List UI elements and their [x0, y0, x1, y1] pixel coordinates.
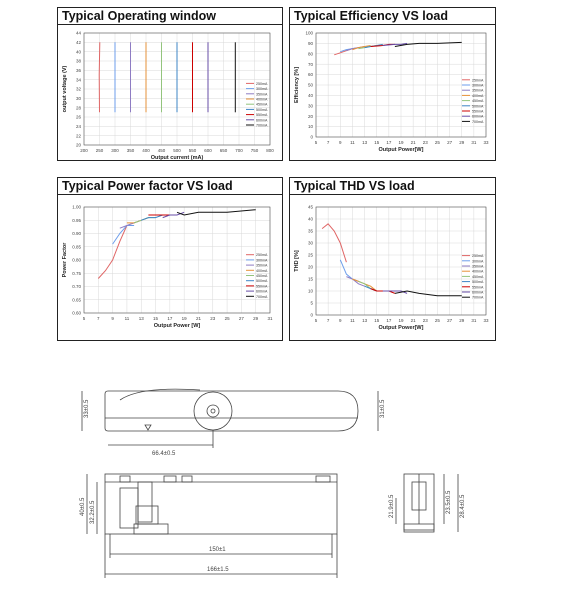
x-tick-label: 300	[111, 148, 119, 153]
x-tick-label: 350	[126, 148, 135, 153]
y-tick-label: 0	[310, 312, 313, 318]
y-tick-label: 0.85	[72, 244, 81, 250]
x-tick-label: 27	[447, 318, 453, 323]
legend-label: 300mA	[256, 87, 268, 92]
x-tick-label: 7	[97, 316, 100, 321]
legend-label: 250mA	[256, 81, 268, 86]
connector	[120, 476, 130, 482]
y-tick-label: 10	[307, 288, 313, 294]
x-tick-label: 750	[250, 148, 259, 153]
y-tick-label: 38	[75, 58, 81, 64]
connector	[164, 476, 176, 482]
x-tick-label: 15	[374, 140, 380, 145]
x-tick-label: 13	[362, 318, 368, 323]
x-axis-label: Output Power[W]	[378, 325, 424, 331]
legend-label: 700mA	[256, 294, 268, 299]
x-tick-label: 250	[95, 148, 104, 153]
panel-title: Typical Power factor VS load	[58, 178, 282, 195]
legend-label: 350mA	[256, 263, 268, 268]
x-axis-label: Output Power [W]	[153, 323, 201, 329]
y-tick-label: 0.90	[72, 231, 81, 237]
x-tick-label: 13	[362, 140, 368, 145]
series-line-400mA	[352, 46, 370, 50]
y-tick-label: 34	[75, 77, 81, 83]
operating-window-chart	[58, 25, 282, 161]
x-tick-label: 400	[142, 148, 150, 153]
x-tick-label: 500	[173, 148, 181, 153]
y-tick-label: 0.75	[72, 270, 81, 276]
y-tick-label: 5	[310, 300, 313, 306]
y-tick-label: 15	[307, 276, 313, 282]
grid	[316, 207, 486, 315]
y-tick-label: 45	[307, 204, 313, 210]
x-tick-label: 700	[235, 148, 243, 153]
series-line-350mA	[346, 277, 364, 287]
x-tick-label: 19	[398, 140, 404, 145]
y-tick-label: 35	[307, 228, 313, 234]
x-tick-label: 31	[471, 318, 477, 323]
legend-label: 450mA	[256, 102, 268, 107]
legend-label: 350mA	[256, 92, 268, 97]
x-tick-label: 9	[339, 140, 342, 145]
dim-top-height-right: 31±0.5	[380, 399, 386, 418]
x-tick-label: 200	[80, 148, 88, 153]
x-tick-label: 11	[350, 318, 355, 323]
legend-label: 550mA	[256, 113, 268, 118]
side-view-cap	[404, 524, 434, 532]
y-tick-label: 70	[307, 61, 313, 67]
efficiency-panel	[289, 7, 496, 161]
x-tick-label: 33	[483, 140, 489, 145]
series-line-700mA	[395, 291, 462, 296]
legend-label: 550mA	[472, 285, 484, 290]
y-tick-label: 90	[307, 41, 313, 46]
x-tick-label: 21	[410, 140, 416, 145]
y-tick-label: 30	[307, 103, 313, 109]
series-line-700mA	[395, 42, 462, 46]
power-factor-chart	[58, 195, 282, 341]
top-view	[82, 389, 378, 448]
front-view-outline	[105, 474, 337, 534]
series-line-500mA	[141, 215, 163, 220]
dim-overall-length: 166±1.5	[207, 567, 229, 573]
y-tick-label: 0.70	[72, 284, 81, 290]
legend-label: 400mA	[472, 93, 484, 98]
legend-label: 500mA	[472, 280, 484, 285]
legend-label: 500mA	[256, 279, 268, 284]
dim-top-offset: 66.4±0.5	[152, 451, 176, 457]
legend-label: 600mA	[256, 289, 268, 294]
x-tick-label: 27	[238, 316, 244, 321]
x-tick-label: 29	[459, 140, 465, 145]
y-tick-label: 0.80	[72, 257, 81, 263]
x-axis-label: Output Power[W]	[378, 147, 424, 153]
pcb-component	[134, 524, 168, 534]
x-tick-label: 600	[204, 148, 212, 153]
legend-label: 250mA	[256, 253, 268, 258]
y-tick-label: 0	[310, 134, 313, 140]
x-tick-label: 7	[326, 140, 330, 145]
y-tick-label: 32	[75, 86, 81, 92]
legend-label: 250mA	[472, 254, 484, 259]
y-tick-label: 25	[307, 252, 313, 258]
x-tick-label: 21	[410, 318, 416, 323]
terminal-block	[120, 488, 138, 528]
legend-label: 600mA	[472, 290, 484, 295]
grid	[316, 33, 486, 137]
y-tick-label: 10	[307, 124, 313, 130]
x-tick-label: 9	[111, 316, 114, 321]
efficiency-chart	[290, 25, 495, 161]
x-tick-label: 29	[253, 316, 259, 321]
x-tick-label: 13	[138, 316, 144, 321]
y-tick-label: 40	[307, 216, 313, 222]
x-tick-label: 650	[219, 148, 228, 153]
x-tick-label: 31	[267, 316, 273, 321]
x-tick-label: 17	[386, 140, 392, 145]
y-tick-label: 100	[305, 30, 313, 36]
panel-title: Typical Efficiency VS load	[290, 8, 495, 25]
x-tick-label: 7	[326, 318, 330, 323]
x-tick-label: 5	[82, 316, 86, 321]
y-tick-label: 24	[75, 123, 81, 129]
terminal-block	[138, 482, 152, 522]
y-tick-label: 42	[75, 39, 81, 45]
legend-label: 400mA	[256, 97, 268, 102]
x-tick-label: 11	[350, 140, 355, 145]
arrow-mark	[145, 425, 151, 430]
y-axis-label: Efficiency [%]	[294, 66, 300, 104]
y-axis-label: THD [%]	[294, 250, 300, 272]
terminal-circle	[194, 392, 232, 430]
x-tick-label: 19	[398, 318, 404, 323]
x-tick-label: 21	[195, 316, 201, 321]
thd-chart	[290, 195, 495, 341]
legend-label: 450mA	[472, 99, 484, 104]
y-tick-label: 20	[75, 142, 81, 148]
x-tick-label: 550	[188, 148, 197, 153]
x-tick-label: 5	[314, 318, 318, 323]
y-tick-label: 1.00	[72, 204, 81, 210]
x-tick-label: 23	[210, 316, 216, 321]
y-tick-label: 44	[75, 30, 81, 36]
legend-label: 300mA	[472, 259, 484, 264]
dim-side-height-a: 21.9±0.5	[389, 494, 395, 518]
dim-side-height-b: 23.5±0.5	[446, 490, 452, 514]
y-tick-label: 80	[307, 51, 313, 57]
dim-side-width: 28.4±0.5	[460, 494, 466, 518]
legend-label: 700mA	[472, 295, 484, 300]
thd-panel	[289, 177, 496, 341]
x-tick-label: 15	[374, 318, 380, 323]
y-tick-label: 40	[75, 49, 81, 55]
dim-left-height-inner: 32.2±0.5	[90, 500, 96, 524]
x-axis-label: Output current (mA)	[150, 155, 204, 161]
y-tick-label: 0.95	[72, 217, 81, 223]
x-tick-label: 17	[386, 318, 392, 323]
legend-label: 350mA	[472, 88, 484, 93]
terminal-hole	[207, 405, 219, 417]
top-view-outline	[105, 391, 358, 431]
legend-label: 700mA	[472, 119, 484, 124]
panel-title: Typical THD VS load	[290, 178, 495, 195]
x-tick-label: 25	[434, 318, 440, 323]
pcb-component	[136, 506, 158, 524]
x-tick-label: 29	[459, 318, 465, 323]
legend-label: 250mA	[472, 78, 484, 83]
grid	[84, 207, 270, 313]
y-tick-label: 20	[307, 113, 313, 119]
legend-label: 550mA	[472, 109, 484, 114]
x-tick-label: 5	[314, 140, 318, 145]
x-tick-label: 25	[434, 140, 440, 145]
mechanical-drawing	[60, 378, 500, 590]
y-axis-label: output voltage (V)	[62, 65, 68, 113]
front-view	[87, 474, 337, 578]
x-tick-label: 450	[157, 148, 166, 153]
x-tick-label: 25	[224, 316, 230, 321]
connector	[182, 476, 192, 482]
legend-label: 450mA	[472, 274, 484, 279]
x-tick-label: 15	[153, 316, 159, 321]
dim-top-height: 33±0.5	[84, 399, 90, 418]
connector	[316, 476, 330, 482]
y-tick-label: 30	[75, 95, 81, 101]
legend-label: 700mA	[256, 123, 268, 128]
y-tick-label: 50	[307, 82, 313, 88]
y-tick-label: 60	[307, 72, 313, 78]
panel-title: Typical Operating window	[58, 8, 282, 25]
power-factor-panel	[57, 177, 283, 341]
x-tick-label: 9	[339, 318, 342, 323]
legend-label: 350mA	[472, 264, 484, 269]
x-tick-label: 31	[471, 140, 477, 145]
x-tick-label: 17	[167, 316, 173, 321]
dim-left-height-outer: 40±0.5	[80, 497, 86, 516]
x-tick-label: 800	[266, 148, 274, 153]
y-tick-label: 26	[75, 114, 81, 120]
y-tick-label: 30	[307, 240, 313, 246]
y-tick-label: 40	[307, 93, 313, 98]
series-line-250mA	[99, 42, 100, 112]
series-line-700mA	[177, 210, 256, 215]
y-axis-label: Power Factor	[62, 242, 68, 278]
legend-label: 600mA	[256, 118, 268, 123]
series-line-300mA	[113, 226, 135, 245]
legend-label: 500mA	[256, 107, 268, 112]
y-tick-label: 0.60	[72, 310, 81, 316]
operating-window-panel	[57, 7, 283, 161]
y-tick-label: 28	[75, 105, 81, 111]
legend-label: 550mA	[256, 284, 268, 289]
x-tick-label: 23	[422, 318, 428, 323]
legend-label: 400mA	[472, 269, 484, 274]
y-tick-label: 36	[75, 67, 81, 73]
y-tick-label: 22	[75, 133, 81, 139]
legend-label: 500mA	[472, 104, 484, 109]
x-tick-label: 11	[124, 316, 130, 321]
x-tick-label: 23	[422, 140, 428, 145]
legend-label: 300mA	[472, 83, 484, 88]
x-tick-label: 27	[447, 140, 453, 145]
legend-label: 300mA	[256, 258, 268, 263]
legend-label: 450mA	[256, 274, 268, 278]
y-tick-label: 0.65	[72, 297, 81, 303]
x-tick-label: 33	[483, 318, 489, 323]
legend-label: 400mA	[256, 268, 268, 273]
x-tick-label: 19	[181, 316, 187, 321]
dim-inner-length: 150±1	[209, 547, 226, 553]
legend-label: 600mA	[472, 114, 484, 119]
y-tick-label: 20	[307, 264, 313, 270]
terminal-center	[211, 409, 215, 413]
